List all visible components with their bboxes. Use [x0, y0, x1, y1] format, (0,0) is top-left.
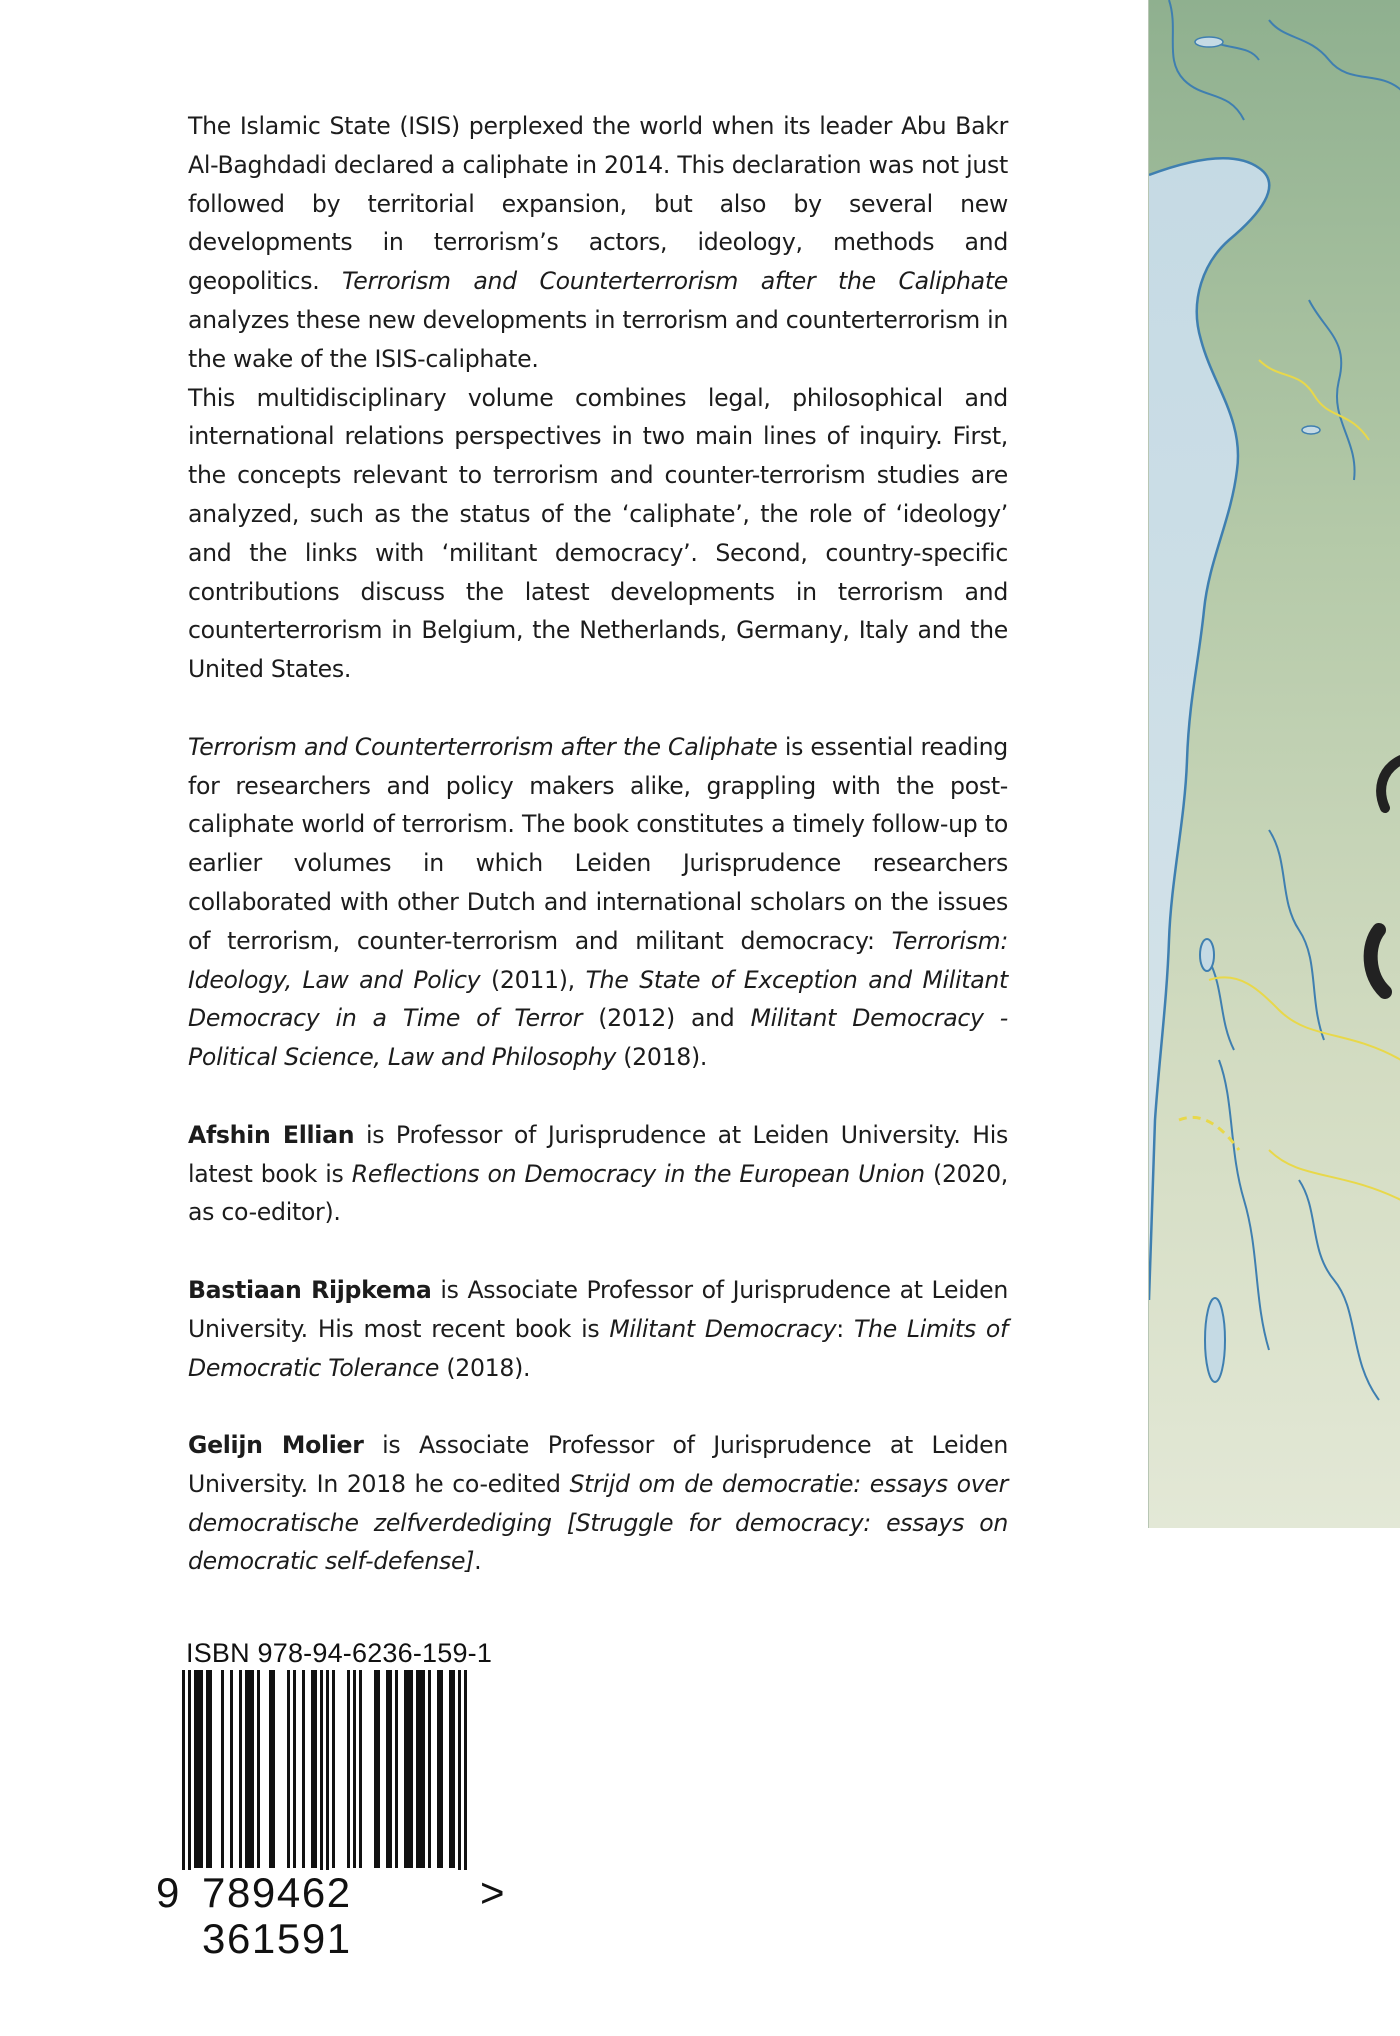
related-book-title: The State of Exception and Militant Democracy in a Time of Terror — [188, 965, 1008, 1033]
barcode-left-digits: 789462 — [202, 1869, 352, 1916]
barcode-bar — [200, 1670, 203, 1868]
barcode-bar — [209, 1670, 212, 1868]
barcode-bar — [422, 1670, 425, 1868]
lake-north — [1195, 37, 1223, 47]
barcode-bar — [419, 1670, 422, 1868]
author-bio-text: is Associate Professor of Jurisprudence at Leiden University. His most recent book is — [188, 1275, 1008, 1343]
author-bio-text: : — [836, 1314, 854, 1343]
barcode-bar — [332, 1670, 335, 1868]
barcode-guard-bar — [326, 1670, 329, 1870]
isbn-label: ISBN 978-94-6236-159-1 — [186, 1638, 493, 1668]
blurb-paragraph-2: This multidisciplinary volume combines legal, philosophical and international relations perspectives in two main lines of inquiry. First, the concepts relevant to terrorism and counter-terrorism studies are analyzed, such as the status of the ‘caliphate’, the role of ‘ideology’ and the links with ‘militant democracy’. Second, country-specific contributions discuss the latest developments in terrorism and counterterrorism in Belgium, the Netherlands, Germany, Italy and the United States. — [188, 383, 1008, 684]
barcode-bar — [389, 1670, 392, 1868]
barcode-guard-bar — [458, 1670, 461, 1870]
barcode-right-digits: 361591 — [202, 1915, 352, 1962]
author-bio-text: is Professor of Jurisprudence at Leiden University. His latest book is — [188, 1120, 1008, 1188]
author-name: Bastiaan Rijpkema — [188, 1275, 432, 1304]
barcode-bar — [377, 1670, 380, 1868]
barcode-bar — [410, 1670, 413, 1868]
author-bio-molier — [188, 1426, 1008, 1581]
barcode-guard-bar — [182, 1670, 185, 1870]
barcode-bar — [230, 1670, 233, 1868]
barcode-bar — [257, 1670, 260, 1868]
barcode-bar — [416, 1670, 419, 1868]
barcode-bar — [440, 1670, 443, 1868]
barcode-bar — [314, 1670, 317, 1868]
back-cover-text — [188, 107, 1008, 1620]
blurb-paragraph-3 — [188, 728, 1008, 1077]
blurb-paragraph-1 — [188, 107, 1008, 379]
barcode-bar — [287, 1670, 290, 1868]
author-book-title: Strijd om de democratie: essays over democratische zelfverdediging [Struggle for democracy: essays on democratic self-defense] — [188, 1469, 1008, 1576]
lake-galilee — [1200, 939, 1214, 971]
author-bio-text: (2020, as co-editor). — [188, 1159, 1008, 1227]
barcode-bar — [239, 1670, 242, 1868]
barcode-bar — [194, 1670, 197, 1868]
author-bio-text: (2018). — [439, 1353, 531, 1382]
barcode-bar — [197, 1670, 200, 1868]
barcode-bar — [449, 1670, 452, 1868]
blurb-text: (2011), — [480, 965, 586, 994]
blurb-text: (2012) and — [582, 1004, 751, 1033]
book-title: Terrorism and Counterterrorism after the Caliphate — [342, 267, 1008, 296]
author-bio-rijpkema — [188, 1271, 1008, 1387]
related-book-title: Militant Democracy - Political Science, Law and Philosophy — [188, 1004, 1008, 1072]
barcode-bar — [404, 1670, 407, 1868]
author-book-subtitle: The Limits of Democratic Tolerance — [188, 1314, 1008, 1382]
barcode-digit-groups — [202, 1870, 466, 1962]
barcode-bar — [452, 1670, 455, 1868]
author-bio-text: is Associate Professor of Jurisprudence at Leiden University. In 2018 he co-edited — [188, 1431, 1008, 1498]
book-title: Terrorism and Counterterrorism after the Caliphate — [188, 732, 778, 761]
barcode-bar — [386, 1670, 389, 1868]
barcode-bar — [359, 1670, 362, 1868]
blurb-text: is essential reading for researchers and policy makers alike, grappling with the post-caliphate world of terrorism. The book constitutes a timely follow-up to earlier volumes in which Leiden Jurisprudence researchers collaborated with other Dutch and international scholars on the issues of terrorism, counter-terrorism and militant democracy: — [188, 732, 1008, 955]
blurb-text: analyzes these new developments in terrorism and counterterrorism in the wake of the ISIS-caliphate. — [188, 305, 1008, 373]
barcode-bar — [428, 1670, 431, 1868]
dead-sea — [1205, 1298, 1225, 1382]
barcode-bar — [437, 1670, 440, 1868]
barcode-bar — [302, 1670, 305, 1868]
map-svg — [1149, 0, 1400, 1528]
map-illustration — [1148, 0, 1400, 1528]
barcode-bar — [293, 1670, 296, 1868]
barcode-bar — [311, 1670, 314, 1868]
barcode-bar — [395, 1670, 398, 1868]
barcode-bar — [353, 1670, 356, 1868]
author-name: Afshin Ellian — [188, 1120, 355, 1149]
barcode-bar — [248, 1670, 251, 1868]
barcode-guard-bar — [464, 1670, 467, 1870]
author-bio-ellian — [188, 1116, 1008, 1232]
barcode-guard-bar — [188, 1670, 191, 1870]
author-book-title: Reflections on Democracy in the European Union — [351, 1159, 925, 1188]
barcode-bar — [272, 1670, 275, 1868]
lake-mid — [1302, 426, 1320, 434]
barcode-digit-first: 9 — [156, 1869, 180, 1916]
barcode-bar — [347, 1670, 350, 1868]
author-book-title: Militant Democracy — [609, 1314, 837, 1343]
barcode-bar — [407, 1670, 410, 1868]
author-bio-text: . — [474, 1547, 482, 1576]
barcode-bar — [374, 1670, 377, 1868]
related-book-title: Terrorism: Ideology, Law and Policy — [188, 926, 1008, 994]
barcode-quiet-zone-arrow: > — [480, 1869, 505, 1916]
barcode-bar — [206, 1670, 209, 1868]
isbn-barcode — [150, 1670, 480, 1870]
blurb-text: The Islamic State (ISIS) perplexed the world when its leader Abu Bakr Al-Baghdadi declared a caliphate in 2014. This declaration was not just followed by territorial expansion, but also by several new developments in terrorism’s actors, ideology, methods and geopolitics. — [188, 112, 1008, 296]
barcode-guard-bar — [320, 1670, 323, 1870]
barcode-bar — [221, 1670, 224, 1868]
barcode-bar — [245, 1670, 248, 1868]
barcode-bar — [251, 1670, 254, 1868]
blurb-text: (2018). — [616, 1043, 708, 1072]
author-name: Gelijn Molier — [188, 1431, 364, 1460]
barcode-bar — [269, 1670, 272, 1868]
